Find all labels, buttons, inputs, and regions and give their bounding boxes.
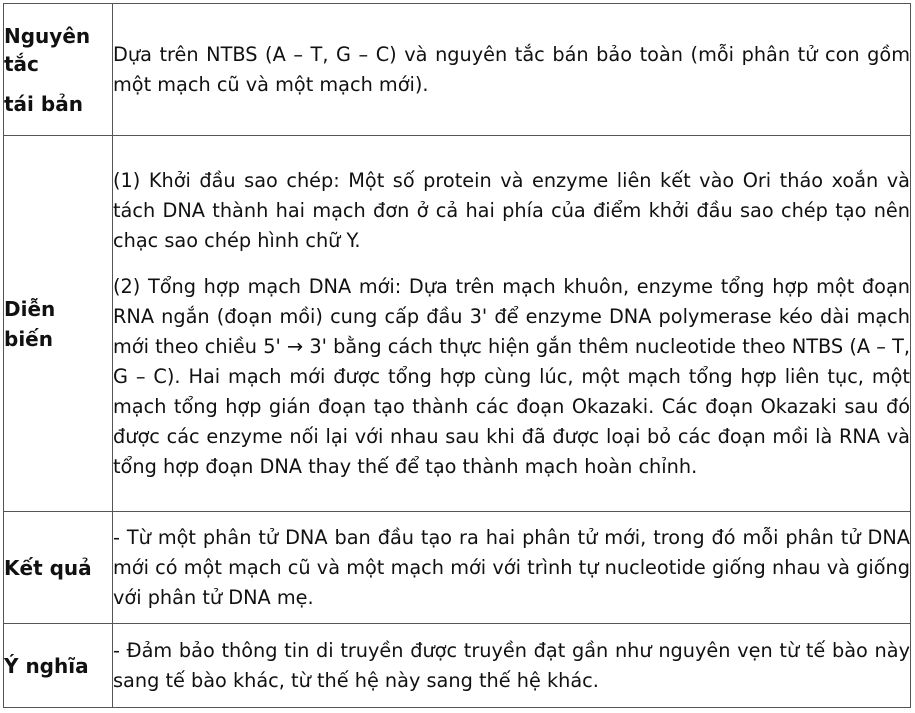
paragraph: - Từ một phân tử DNA ban đầu tạo ra hai phân tử mới, trong đó mỗi phân tử DNA mới có một mạch cũ và một mạch mới với trình tự nucleotide giống nhau và giống với phân tử DNA mẹ.	[113, 525, 910, 609]
table-row	[4, 512, 911, 624]
row-content-principle	[113, 4, 911, 136]
row-header-line: Diễn	[4, 296, 56, 321]
row-header-meaning	[4, 624, 113, 708]
table-row	[4, 4, 911, 136]
row-content-result	[113, 512, 911, 624]
paragraph: (1) Khởi đầu sao chép: Một số protein và enzyme liên kết vào Ori tháo xoắn và tách DNA thành hai mạch đơn ở cả hai phía của điểm khởi đầu sao chép tạo nên chạc sao chép hình chữ Y.	[113, 168, 910, 252]
paragraph: Dựa trên NTBS (A – T, G – C) và nguyên tắc bán bảo toàn (mỗi phân tử con gồm một mạch cũ và một mạch mới).	[113, 42, 910, 96]
row-content-meaning	[113, 624, 911, 708]
row-header-line: Nguyên	[4, 23, 91, 48]
row-header-line: tắc	[4, 51, 39, 76]
row-header-line: Ý nghĩa	[4, 653, 89, 678]
row-header-line: Kết quả	[4, 555, 92, 580]
row-header-line: tái bản	[4, 91, 83, 116]
row-content-process	[113, 136, 911, 512]
row-header-process	[4, 136, 113, 512]
replication-table	[3, 3, 911, 708]
table-row	[4, 136, 911, 512]
table-row	[4, 624, 911, 708]
paragraph: (2) Tổng hợp mạch DNA mới: Dựa trên mạch khuôn, enzyme tổng hợp một đoạn RNA ngắn (đoạn mồi) cung cấp đầu 3' để enzyme DNA polymerase kéo dài mạch mới theo chiều 5' → 3' bằng cách thực hiện gắn thêm nucleotide theo NTBS (A – T, G – C). Hai mạch mới được tổng hợp cùng lúc, một mạch tổng hợp liên tục, một mạch tổng hợp gián đoạn tạo thành các đoạn Okazaki. Các đoạn Okazaki sau đó được các enzyme nối lại với nhau sau khi đã được loại bỏ các đoạn mồi là RNA và tổng hợp đoạn DNA thay thế để tạo thành mạch hoàn chỉnh.	[113, 274, 910, 478]
paragraph: - Đảm bảo thông tin di truyền được truyền đạt gần như nguyên vẹn từ tế bào này sang tế bào khác, từ thế hệ này sang thế hệ khác.	[113, 638, 910, 692]
row-header-result	[4, 512, 113, 624]
row-header-line: biến	[4, 326, 53, 351]
row-header-principle	[4, 4, 113, 136]
